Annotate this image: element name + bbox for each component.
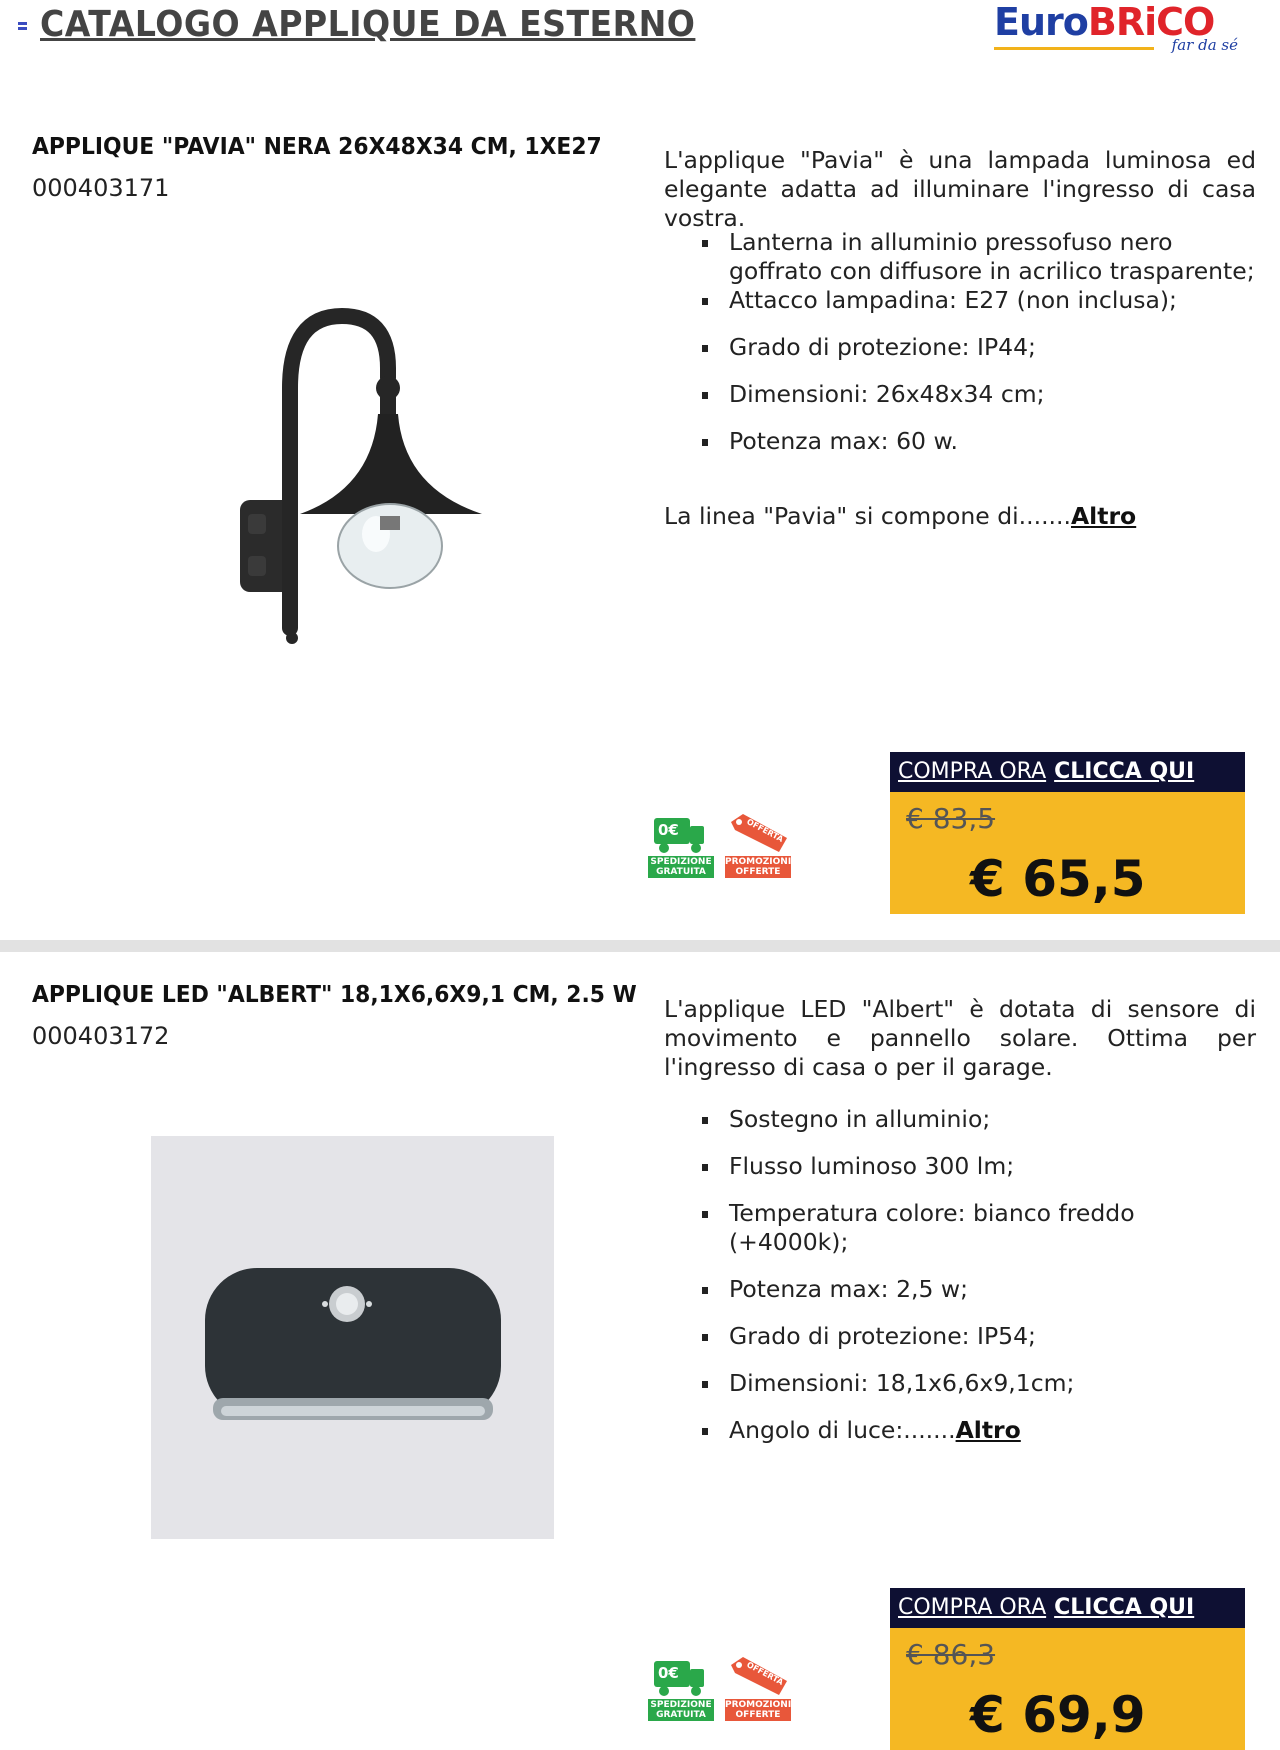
feature-item: Dimensioni: 18,1x6,6x9,1cm; — [664, 1369, 1256, 1398]
product-image-albert-led — [151, 1136, 554, 1539]
feature-item: Grado di protezione: IP44; — [664, 333, 1256, 362]
buy-now-bar[interactable] — [890, 752, 1245, 792]
price-panel — [890, 1628, 1245, 1750]
new-price: € 69,9 — [970, 1686, 1146, 1744]
more-text: La linea "Pavia" si compone di....... — [664, 502, 1071, 530]
page-title[interactable]: CATALOGO APPLIQUE DA ESTERNO — [40, 4, 696, 45]
free-shipping-label: SPEDIZIONE GRATUITA — [648, 856, 714, 878]
product-code: 000403172 — [32, 1022, 170, 1050]
more-line — [664, 502, 1136, 530]
old-price: € 83,5 — [906, 802, 996, 835]
click-here-link[interactable]: CLICCA QUI — [1054, 1595, 1195, 1620]
click-here-link[interactable]: CLICCA QUI — [1054, 759, 1195, 784]
feature-item: Potenza max: 60 w. — [664, 427, 1256, 456]
promo-label: PROMOZIONI OFFERTE — [725, 857, 792, 877]
feature-item: Sostegno in alluminio; — [664, 1105, 1256, 1134]
free-shipping-amount: 0€ — [658, 1664, 679, 1682]
free-shipping-amount: 0€ — [658, 821, 679, 839]
feature-item: Flusso luminoso 300 lm; — [664, 1152, 1256, 1181]
feature-item-last — [664, 1416, 1256, 1445]
logo-brico: BRiCO — [1087, 0, 1215, 44]
promo-label: PROMOZIONI OFFERTE — [725, 1700, 792, 1720]
feature-item: Grado di protezione: IP54; — [664, 1322, 1256, 1351]
product-card-albert — [0, 955, 1280, 1750]
price-panel — [890, 792, 1245, 914]
buy-now-bar[interactable] — [890, 1588, 1245, 1628]
price-box[interactable] — [890, 752, 1245, 914]
old-price: € 86,3 — [906, 1638, 996, 1671]
feature-list — [664, 228, 1256, 456]
feature-item: Attacco lampadina: E27 (non inclusa); — [664, 286, 1256, 315]
product-title: APPLIQUE LED "ALBERT" 18,1X6,6X9,1 CM, 2.5 W — [32, 982, 637, 1008]
altro-link[interactable]: Altro — [955, 1416, 1021, 1444]
promo-badge — [725, 1655, 791, 1721]
feature-item: Lanterna in alluminio pressofuso nero goffrato con diffusore in acrilico trasparente; — [664, 228, 1256, 286]
logo-tagline: far da sé — [1171, 36, 1238, 54]
promo-badge — [725, 812, 791, 878]
product-title: APPLIQUE "PAVIA" NERA 26X48X34 CM, 1XE27 — [32, 134, 602, 160]
feature-item: Dimensioni: 26x48x34 cm; — [664, 380, 1256, 409]
buy-now-link[interactable]: COMPRA ORA — [898, 759, 1047, 784]
feature-item: Temperatura colore: bianco freddo (+4000k); — [664, 1199, 1256, 1257]
free-shipping-badge — [648, 1655, 714, 1721]
product-code: 000403171 — [32, 174, 170, 202]
promo-tag-text: OFFERTA — [745, 817, 785, 844]
free-shipping-label: SPEDIZIONE GRATUITA — [648, 1699, 714, 1721]
buy-now-link[interactable]: COMPRA ORA — [898, 1595, 1047, 1620]
new-price: € 65,5 — [970, 850, 1146, 908]
product-image-pavia-lamp — [192, 288, 512, 688]
section-divider — [0, 940, 1280, 952]
free-shipping-badge — [648, 812, 714, 878]
feature-list — [664, 1105, 1256, 1445]
feature-text: Angolo di luce:....... — [729, 1416, 956, 1444]
altro-link[interactable]: Altro — [1070, 502, 1137, 530]
product-description: L'applique LED "Albert" è dotata di sensore di movimento e pannello solare. Ottima per l'ingresso di casa o per il garage. — [664, 995, 1256, 1081]
price-box[interactable] — [890, 1588, 1245, 1750]
promo-tag-text: OFFERTA — [745, 1660, 785, 1687]
feature-item: Potenza max: 2,5 w; — [664, 1275, 1256, 1304]
product-description: L'applique "Pavia" è una lampada luminosa ed elegante adatta ad illuminare l'ingresso di casa vostra. — [664, 146, 1256, 232]
logo-euro: Euro — [994, 0, 1088, 44]
